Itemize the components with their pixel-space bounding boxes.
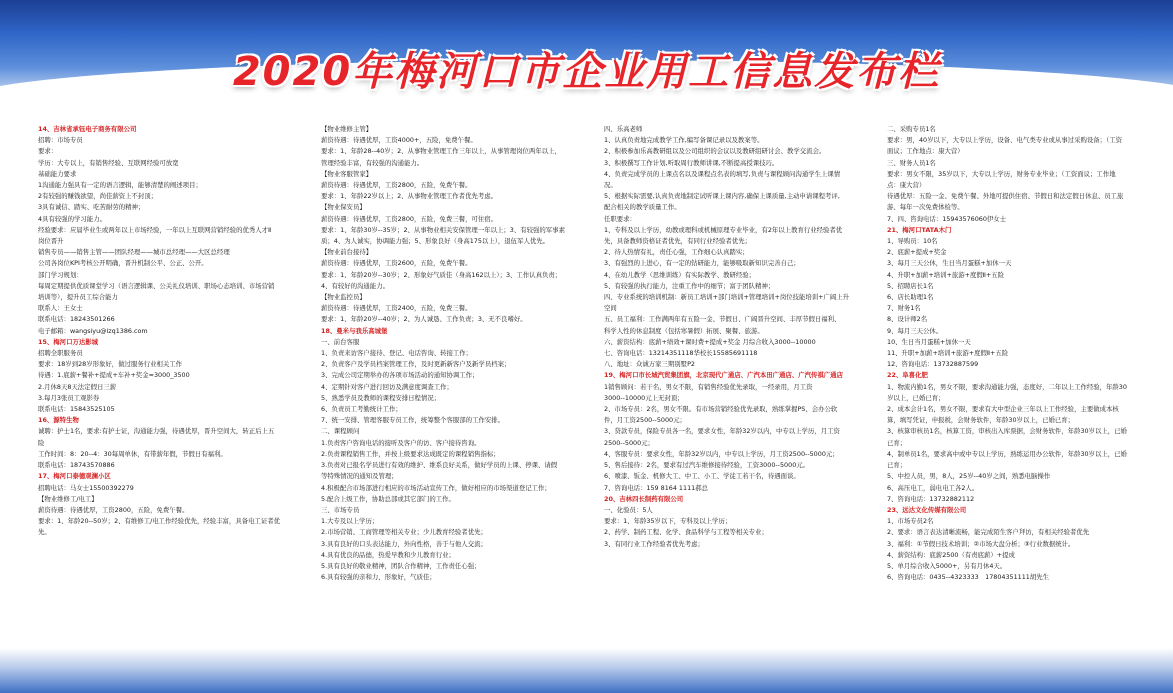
listing-line: 2、积极参加乐高教研组以及公司组织的会议以及教研组研讨会、教学交流会。 [604, 147, 826, 156]
company-heading: 22、阜喜化肥 [887, 371, 928, 380]
listing-line: 2、负责客户及学员档案管理工作，及时更新新客户及新学员档案； [321, 360, 511, 369]
listing-line: 2、成本会计1名，男女不限，要求有大中型企业三年以上工作经验，主要做成本核 [887, 405, 1119, 414]
listing-line: 9、每月三天公休。 [887, 326, 943, 335]
listing-line: 薪资待遇：待遇优厚，工资2800，五险，免费三餐，可住宿。 [321, 214, 498, 223]
listing-line: 要求：1、年龄20岁--40岁；2、为人诚恳、工作负责；3、无不良嗜好。 [321, 315, 527, 324]
listing-line: 6.具有较强的亲和力，形象好，气质佳； [321, 573, 436, 582]
company-heading: 16、源特生物 [38, 416, 79, 425]
listing-line: 薪资待遇：待遇优厚，工资2800，五险，免费午餐。 [38, 505, 189, 514]
listing-line: 3、福利：①节假日技术培训；②市场大盘分析；③行业数据统计。 [887, 539, 1075, 548]
listing-line: 7、咨询电话：13732882112 [887, 494, 975, 503]
listing-line: 岁以上，已婚已育； [887, 393, 945, 402]
listing-line: 5、根据实际需要,认真负责地制定试听课上课内容,确保上课质量,主动申请课程考评, [604, 192, 840, 201]
listing-line: 3、积极撰写工作计划,听取周行教师讲课,不断提高授课技巧。 [604, 158, 779, 167]
listing-line: 待遇：1.底薪+餐补+提成+车补+奖金≈3000_3500 [38, 371, 190, 380]
listing-line: 3.具有良好的口头表达能力，外向性格，善于与他人交流； [321, 539, 487, 548]
listing-line: 要求：1、年龄28--40岁；2、从事物业管理工作三年以上，从事管理岗位两年以上， [321, 147, 561, 156]
listing-line: 2.负责课程销售工作，并按上级要求达成既定的课程销售指标； [321, 449, 500, 458]
listing-line: 诚聘：护士1名，要求:有护士证，沟通能力强，待遇优厚，晋升空间大，转正后上五 [38, 427, 275, 436]
listing-line: 3000--10000元上无封顶； [604, 393, 684, 402]
listing-line: 招聘：市场专员 [38, 136, 83, 145]
listing-line: 10、生日当月蛋糕+加休一天 [887, 337, 971, 346]
listing-line: 薪资待遇：待遇优厚，工资2800，五险，免费午餐。 [321, 181, 472, 190]
listing-line: 5、有较强的执行能力，注重工作中的细节；富于团队精神； [604, 281, 775, 290]
listing-line: 先。 [38, 528, 51, 537]
listing-line: 先，具备教师资格证者优先，有同行业经验者优先； [604, 237, 751, 246]
listing-line: 点：康大营） [887, 181, 926, 190]
company-heading: 20、吉林四长制药有限公司 [604, 494, 684, 503]
footer-wave [0, 648, 1173, 693]
listing-line: 薪资待遇：待遇优厚，工资4000+，五险，免费午餐。 [321, 136, 477, 145]
listing-line: 要求：1、年龄22岁以上；2、从事物业管理工作者优先考虑。 [321, 192, 498, 201]
listing-line: 【物业维修主管】 [321, 125, 373, 133]
listing-line: 4.积极配合市场部进行相应的市场活动宣传工作，做好相应的市场渠道登记工作； [321, 483, 551, 492]
listing-line: 7、财务1名 [887, 304, 921, 313]
listing-line: 招聘全职服务员 [38, 349, 83, 358]
listing-line: 要求：1、年龄20--50岁；2、有维修工/电工作经验优先，经验丰富，具备电工证者优 [38, 517, 281, 526]
listing-line: 5、单月综合收入5000+，另有月休4天。 [887, 561, 1007, 570]
listing-line: 2、要求：语言表达清晰流畅，能完成陌生客户拜访，有相关经验者优先 [887, 528, 1090, 537]
listing-line: 1、物流内勤1名，男女不限，要求沟通能力强，态度好，二年以上工作经验，年龄30 [887, 382, 1127, 391]
listing-line: 岗位晋升 [38, 237, 64, 246]
listing-line: 要求：1、年龄20岁--30岁；2、形象好气质佳（身高162以上）；3、工作认真负责； [321, 270, 562, 279]
listing-line: 况。 [604, 181, 617, 190]
listing-line: 培训等），提升员工综合能力 [38, 293, 118, 302]
listing-line: 每周定期提供优质课堂学习（语言逻辑课、公关礼仪培训、职场心态培训、市场营销 [38, 281, 275, 290]
listing-line: 2.市场营销、工商管理等相关专业；少儿教育经验者优先； [321, 528, 487, 537]
listing-line: 4、薪资结构：底薪2500（有责底薪）+提成 [887, 550, 1015, 559]
listing-line: 2500--5000元； [604, 438, 654, 447]
company-heading: 15、梅河口万达影城 [38, 337, 99, 346]
company-heading: 18、曼米与我乐高城堡 [321, 326, 388, 335]
listing-line: 4、升职+加薪+培训+旅游+度假Ⅱ+五险 [887, 270, 1005, 279]
listing-line: 6、咨询电话：0435--4323333 17804351111胡先生 [887, 573, 1050, 582]
listing-line: 公司各岗位KPI考核公开明确，晋升机制公平、公正、公开。 [38, 259, 208, 268]
column-3 [604, 124, 874, 644]
listing-line: 已育； [887, 461, 907, 470]
listing-line: 12、咨询电话：13732887599 [887, 360, 979, 369]
page-title: 2020年梅河口市企业用工信息发布栏 [232, 49, 941, 95]
listing-line: 科学人性的休息制度（包括寒暑假）拓展、聚餐、旅游。 [604, 326, 764, 335]
listing-line: 2有较强的赚钱欲望，尚佳薪资上不封顶； [38, 192, 158, 201]
listing-line: 联系电话：18743570886 [38, 461, 115, 470]
listing-line: 5.配合上级工作，协助总部或其它部门的工作。 [321, 494, 455, 503]
listing-line: 已育； [887, 438, 907, 447]
listing-line: 要求：男，40岁以下，大专以上学历，设备、电气类专业或从事过采购设备；（工资 [887, 136, 1122, 145]
listing-line: 薪资待遇：待遇优厚，工资2600，五险，免费午餐。 [321, 259, 472, 268]
listing-line: 四、专业系统的培训机制：新员工培训+部门培训+管理培训+岗位技能培训+广阔上升 [604, 293, 850, 302]
listing-line: 电子邮箱：wangsiyu@lzq1386.com [38, 326, 148, 335]
listing-line: 联系电话：15843525105 [38, 405, 115, 414]
listing-line: 要求：1、年龄30岁--35岁；2、从事物业相关安保管理一年以上；3、有较强的军事素 [321, 225, 565, 234]
listing-line: 3、贷款专员，保险专员各一名，要求女性，年龄32岁以内，中专以上学历，月工资 [604, 427, 840, 436]
listing-line: 2、底薪+提成+奖金 [887, 248, 947, 257]
listing-line: 4、定期针对客户进行回访及满意度调查工作； [321, 382, 453, 391]
listing-line: 险 [38, 438, 45, 447]
listing-line: 【物业监控员】 [321, 293, 366, 302]
listing-line: 配合相关的教学质量工作。 [604, 203, 681, 212]
listing-line: 三、市场专员 [321, 505, 360, 514]
listing-line: 1、负责来访客户接待、登记、电话咨询、转接工作； [321, 349, 473, 358]
listing-line: 三、财务人员1名 [887, 158, 936, 167]
listing-line: 【物业维修工/电工】 [38, 494, 98, 503]
company-heading: 17、梅河口泰德观澜小区 [38, 472, 111, 481]
column-1 [38, 124, 308, 644]
listing-line: 2.月休8天8天法定假日三薪 [38, 382, 117, 391]
listing-line: 2、药学、制药工程、化学、食品科学与工程等相关专业； [604, 528, 768, 537]
listing-line: 【物业客服管家】 [321, 169, 373, 178]
listing-line: 游、每年一次免费体检等。 [887, 203, 964, 212]
listing-line: 3、完成公司定期举办的各项市场活动的通知协调工作； [321, 371, 479, 380]
listing-line: 面议；工作地点：康大营） [887, 147, 964, 156]
listing-line: 要求：男女不限，35岁以下，大专以上学历，财务专业毕业；（工资面议；工作地 [887, 169, 1116, 178]
listing-line: 一、化验员：5人 [604, 505, 653, 514]
listing-line: 6、喷漆、钣金、机修大工、中工、小工、学徒工若干名，待遇面谈。 [604, 472, 800, 481]
listing-line: 八、地址：众诚万家三期别墅P2 [604, 360, 695, 369]
listing-line: 3.每月3张员工观影券 [38, 393, 100, 402]
listing-line: 5、中控人员，男，8人，25岁--40岁之间，熟悉电脑操作 [887, 472, 1051, 481]
listing-line: 1沟通能力强具有一定的语言逻辑，能够清楚的阐述项目； [38, 181, 202, 190]
listing-line: 1.大专及以上学历； [321, 517, 379, 526]
listing-line: 6、负责员工考勤统计工作； [321, 405, 402, 414]
listing-line: 工作时间：8：20--4：30每周单休，有带薪年假，节假日有福利。 [38, 449, 227, 458]
listing-line: 基础能力要求 [38, 169, 77, 178]
column-2 [321, 124, 591, 644]
listing-line: 薪资待遇：待遇优厚，工资2400，五险，免费三餐。 [321, 304, 472, 313]
listing-line: 1、市场专员2名 [887, 517, 934, 526]
listing-line: 1、认真负责地完成教学工作,编写备课记录以及教案等。 [604, 136, 764, 145]
listing-line: 要求： [38, 147, 58, 156]
listing-line: 二、采购专员1名 [887, 125, 936, 133]
listing-line: 3.负责对已报名学员进行有效的维护、维系良好关系，做好学员的上课、停课、请假 [321, 461, 558, 470]
listing-line: 联系电话：18243501266 [38, 315, 115, 324]
listing-line: 空间 [604, 304, 617, 313]
listing-line: 算，填写凭证，申报税，会财务软件，年龄30岁以上，已婚已育； [887, 416, 1075, 425]
listing-line: 部门学习规划： [38, 270, 83, 279]
listing-line: 6、店长助理1名 [887, 293, 934, 302]
listing-line: 7、四、咨询电话：15943576060伊女士 [887, 214, 1007, 223]
company-heading: 14、吉林省承钰电子商务有限公司 [38, 125, 137, 133]
listing-line: 8、设计师2名 [887, 315, 928, 324]
listing-line: 5、熟悉学员及教师的课程安排日程情况； [321, 393, 441, 402]
listing-line: 质；4、为人诚实，协调能力强；5、形象良好（身高175以上），退伍军人优先。 [321, 237, 550, 246]
listing-line: 3、每月三天公休，生日当月蛋糕+加休一天 [887, 259, 1012, 268]
listing-line: 要求：18岁到28岁形象好，做过服务行业相关工作 [38, 360, 183, 369]
listing-line: 3、有强烈的上进心，有一定的钻研能力，能够吸取新知识完善自己； [604, 259, 800, 268]
listing-line: 二、课程顾问 [321, 427, 360, 436]
listing-line: 四、乐高老师 [604, 125, 643, 133]
listing-line: 3、核算审核员1名，核算工资，审核出入库票据，会财务软件，年龄30岁以上，已婚 [887, 427, 1127, 436]
listing-line: 5、招聘店长1名 [887, 281, 934, 290]
listing-line: 六、薪资结构：底薪+绩效+课时费+提成+奖金 月综合收入3000--10000 [604, 337, 816, 346]
listing-line: 7、统一安排、管理客服专员工作，统筹整个客服部的工作安排。 [321, 416, 505, 425]
listing-line: 4、有较好的沟通能力。 [321, 281, 389, 290]
listing-line: 1、专科及以上学历，幼教或理科或机械原理专业毕业，有2年以上教育行业经验者优 [604, 225, 843, 234]
listing-line: 4具有较强的学习能力。 [38, 214, 106, 223]
company-heading: 23、远达文化传媒有限公司 [887, 505, 967, 514]
listing-line: 一、前台客服 [321, 337, 360, 346]
listing-line: 等特殊情况的通知及管理； [321, 472, 398, 481]
listing-line: 管理经验丰富，有较强的沟通能力。 [321, 158, 424, 167]
listing-line: 2、待人热情有礼，责任心强，工作细心认真踏实； [604, 248, 749, 257]
listing-line: 2、市场专员：2名，男女不限。有市场营销经验优先录取，熟练掌握PS、会办公软 [604, 405, 838, 414]
listing-line: 学历：大专以上，有销售经验、互联网经验可放宽 [38, 158, 179, 167]
listing-line: 五、员工福利：工作满两年有五险一金、节假日、广阔晋升空间、丰厚节假日福利、 [604, 315, 841, 324]
listing-line: 任职要求： [604, 214, 636, 223]
listing-line: 5、售后接待：2名，要求有过汽车维修接待经验，工资3000--5000元。 [604, 461, 810, 470]
listing-line: 1.负责客户咨询电话的接听及客户的访、客户接待咨询。 [321, 438, 481, 447]
listing-line: 要求：1、年龄35岁以下，专科及以上学历； [604, 517, 732, 526]
listing-line: 3具有诚信、踏实、吃苦耐劳的精神； [38, 203, 145, 212]
listing-line: 4.具有优良的品德，热爱早教和少儿教育行业； [321, 550, 455, 559]
listing-line: 1销售顾问：若干名，男女不限，有销售经验优先录取，一经录用，月工资 [604, 382, 813, 391]
listing-line: 5.具有良好的敬业精神，团队合作精神，工作责任心强； [321, 561, 481, 570]
listing-line: 6、高压电工，弱电电工各2人。 [887, 483, 979, 492]
listing-line: 件，月工资2500--5000元； [604, 416, 686, 425]
listing-line: 待遇优厚：五险一金、免费午餐、外地可提供住宿、节假日和法定假日休息、员工旅 [887, 192, 1124, 201]
listing-line: 4、制单员1名，要求高中或中专以上学历，熟练运用办公软件，年龄30岁以上，已婚 [887, 449, 1127, 458]
listing-line: 经验要求：应届毕业生或两年以上市场经验，一年以上互联网营销经验的优秀人才Ⅱ [38, 225, 272, 234]
listing-line: 4、客服专员：要求女性，年龄32岁以内，中专以上学历，月工资2500--5000元； [604, 449, 839, 458]
listing-line: 【物业保安员】 [321, 203, 366, 212]
listing-line: 【物业前台接待】 [321, 248, 373, 257]
listing-line: 7、咨询电话：159 8164 1111郝总 [604, 483, 708, 492]
company-heading: 19、梅河口市长城汽贸集团旗，北京现代广通店、广汽本田广通店、广汽传祺广通店 [604, 371, 843, 380]
column-4 [887, 124, 1157, 644]
listing-line: 联系人：王女士 [38, 304, 83, 313]
listing-line: 3、有同行业工作经验者优先考虑； [604, 539, 704, 548]
listing-line: 11、升职+加薪+培训+旅游+度假Ⅱ+五险 [887, 349, 1009, 358]
listing-line: 销售专员——销售主管——团队经理——城市总经理——大区总经理 [38, 248, 230, 257]
listing-line: 招聘电话：马女士15500392279 [38, 483, 134, 492]
job-listings [38, 124, 1148, 644]
listing-line: 1、导购员：10名 [887, 237, 938, 246]
company-heading: 21、梅河口TATA木门 [887, 225, 952, 234]
listing-line: 七、咨询电话：13214351118华校长15585691118 [604, 349, 758, 358]
listing-line: 4、负责完成学员的上课点名以及课程点名表的填写,负责与课程顾问沟通学生上课情 [604, 169, 841, 178]
listing-line: 4、在幼儿教学（思维训练）有实际教学、教研经验； [604, 270, 756, 279]
